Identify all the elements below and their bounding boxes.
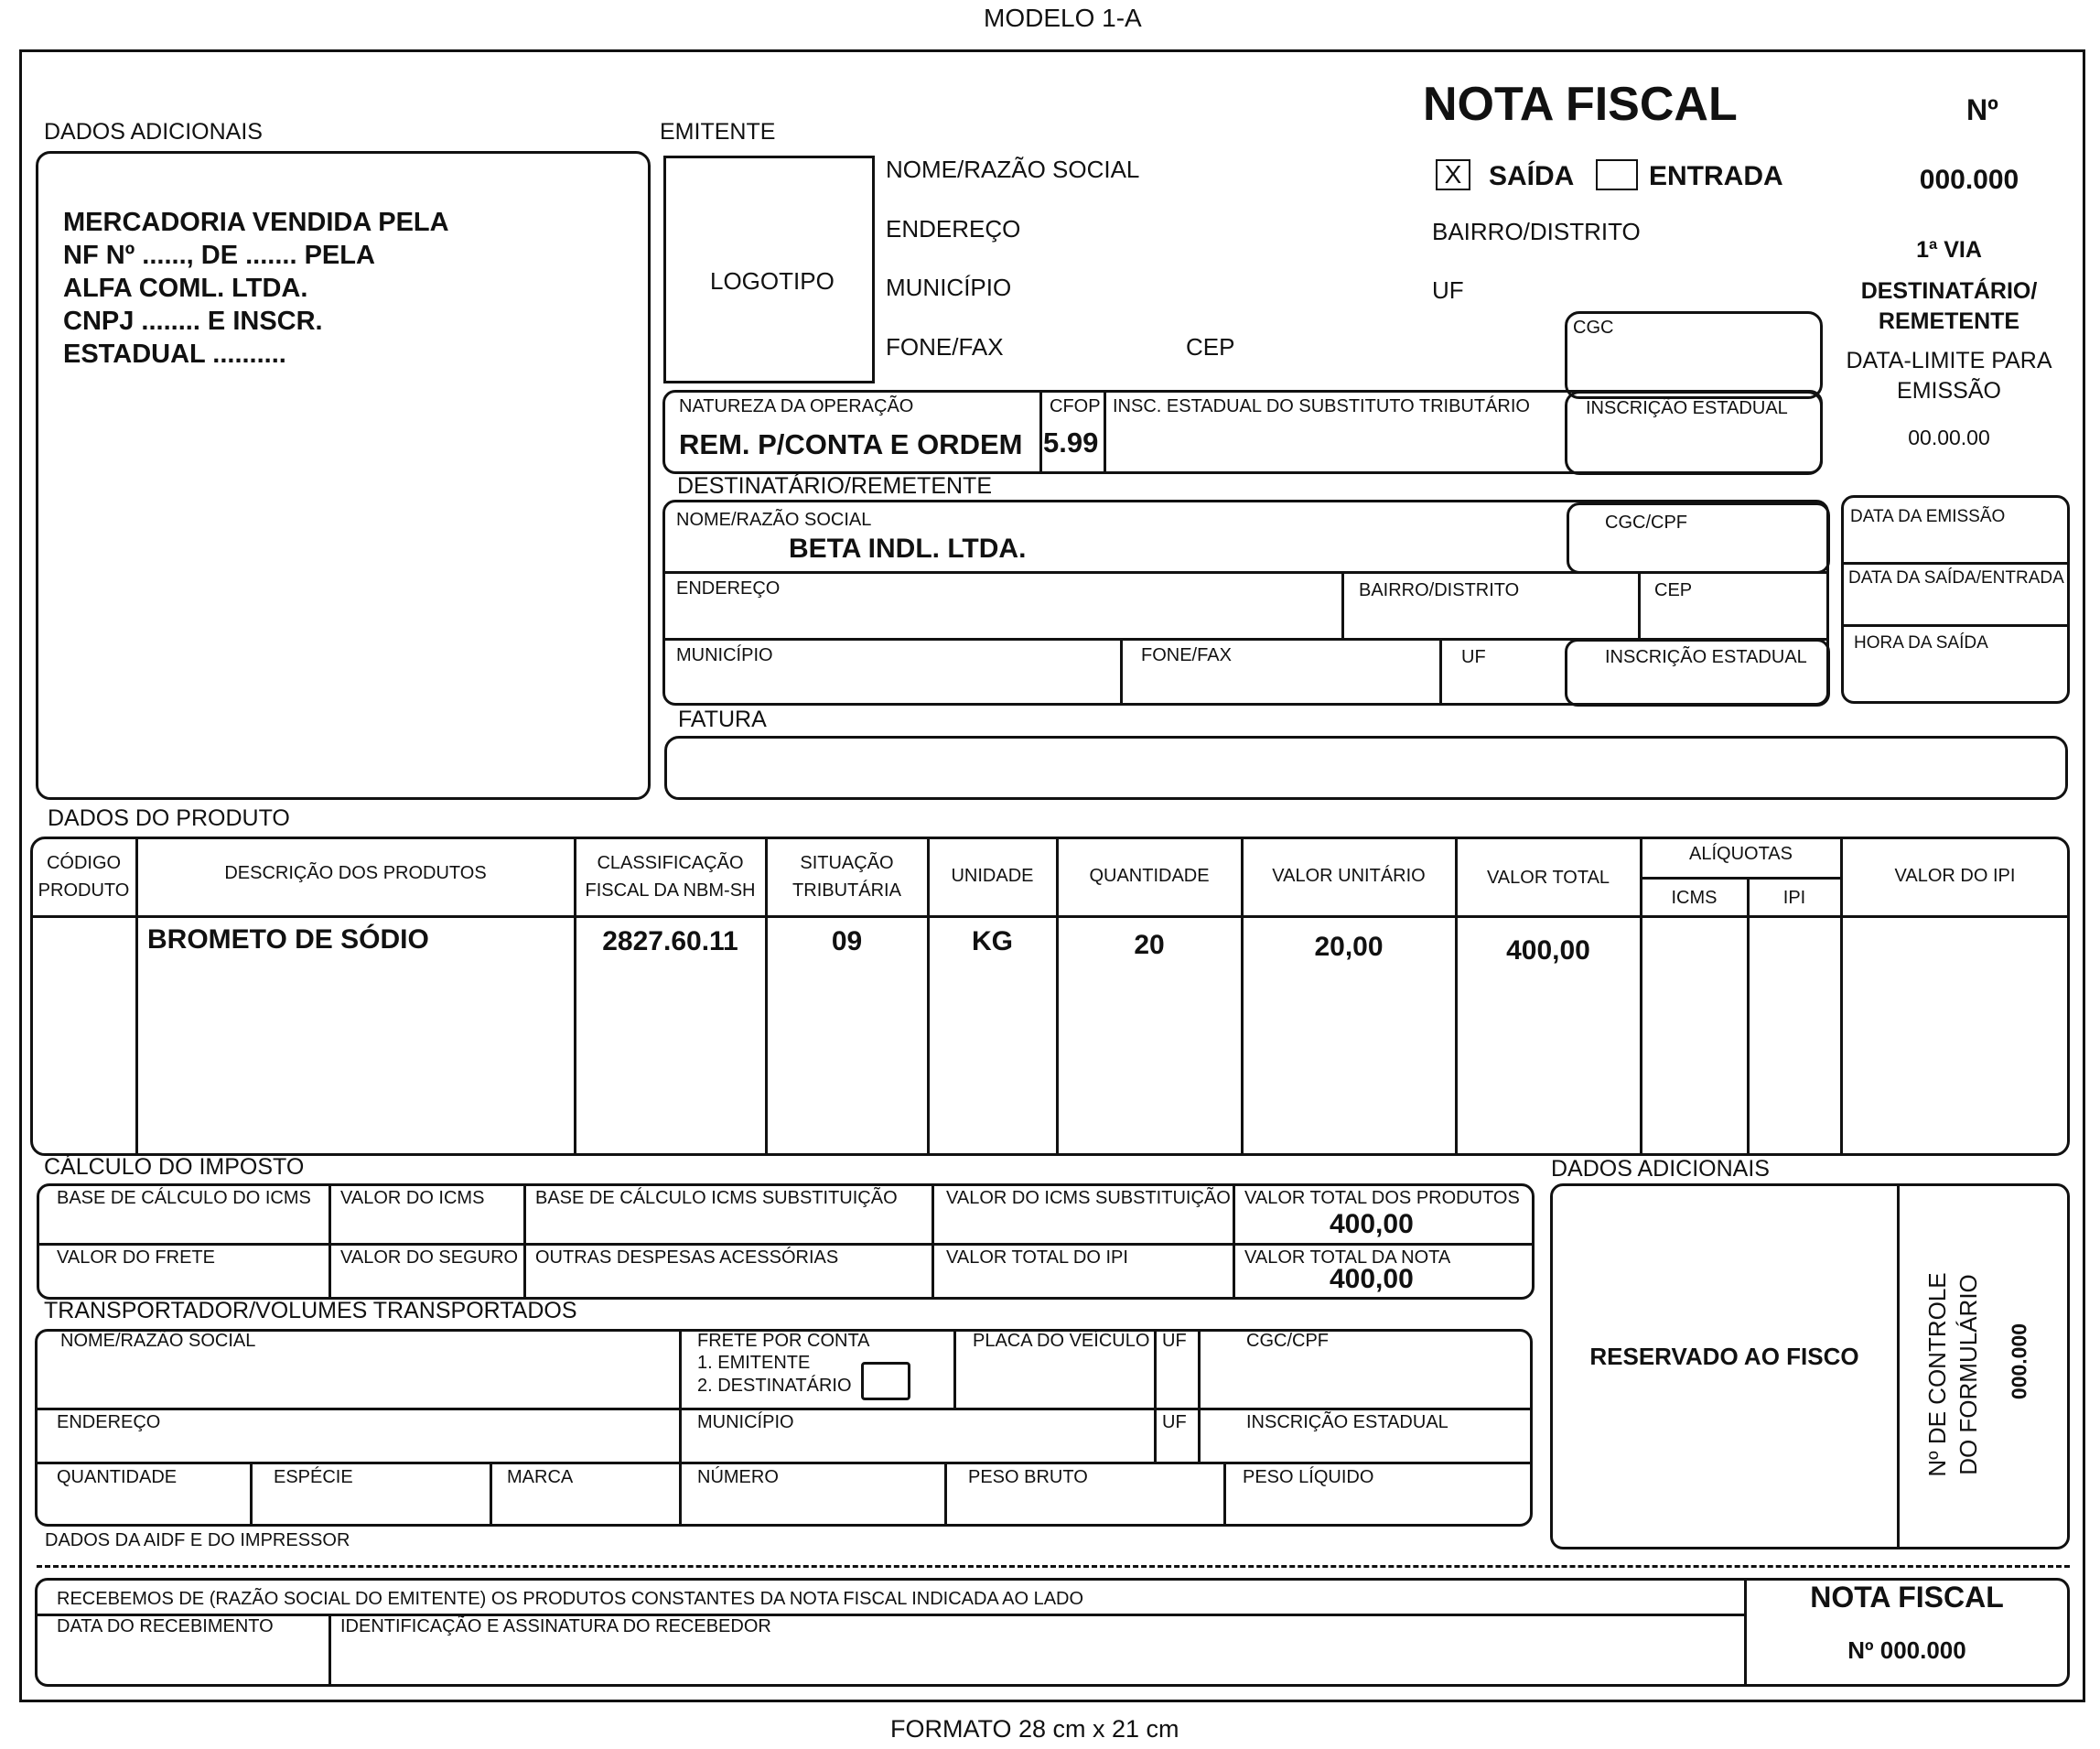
products-total-value: 400,00: [1330, 1209, 1414, 1239]
column-divider: [1640, 838, 1642, 1154]
divider: [250, 1463, 253, 1525]
recipient-cgc-label: CGC/CPF: [1605, 513, 1687, 533]
divider: [38, 1243, 1533, 1246]
icms-sub-value-label: VALOR DO ICMS SUBSTITUIÇÃO: [946, 1188, 1231, 1208]
issuer-label: EMITENTE: [660, 119, 776, 145]
model-caption: MODELO 1-A: [984, 4, 1142, 32]
issuer-city-label: MUNICÍPIO: [886, 274, 1012, 301]
operation-nature-value: REM. P/CONTA E ORDEM: [679, 428, 1023, 460]
recipient-zip-label: CEP: [1654, 580, 1693, 600]
divider: [1897, 1185, 1900, 1548]
product-unit-value: 20,00: [1314, 932, 1384, 962]
freight-option-issuer: 1. EMITENTE: [697, 1353, 811, 1373]
divider: [1233, 1185, 1235, 1298]
divider: [932, 1185, 934, 1298]
divider: [523, 1185, 526, 1298]
copy-destination: DESTINATÁRIO/ REMETENTE: [1860, 278, 2038, 334]
product-tax-situation: 09: [831, 926, 863, 956]
divider: [490, 1463, 492, 1525]
divider: [1642, 877, 1840, 880]
divider: [679, 1331, 682, 1525]
icms-base-label: BASE DE CÁLCULO DO ICMS: [57, 1188, 311, 1208]
divider: [328, 1615, 331, 1685]
volume-number-label: NÚMERO: [697, 1467, 779, 1487]
control-number-label: Nº DE CONTROLE DO FORMULÁRIO: [1923, 1272, 1982, 1477]
issuer-phone-label: FONE/FAX: [886, 333, 1004, 361]
invoice-total-value: 400,00: [1330, 1264, 1414, 1294]
header-code: CÓDIGO PRODUTO: [38, 853, 130, 901]
number-label: Nº: [1966, 93, 1998, 126]
header-rates: ALÍQUOTAS: [1689, 844, 1793, 864]
carrier-address-label: ENDEREÇO: [57, 1412, 161, 1432]
logo-placeholder: LOGOTIPO: [710, 267, 835, 295]
cgc-label: CGC: [1573, 318, 1614, 338]
invoice-box: [664, 736, 2068, 800]
additional-data-line-5: ESTADUAL ..........: [63, 340, 286, 369]
recipient-address-label: ENDEREÇO: [676, 578, 781, 599]
tear-line: [37, 1565, 2070, 1568]
document-title: NOTA FISCAL: [1423, 78, 1738, 131]
additional-data-line-1: MERCADORIA VENDIDA PELA: [63, 208, 449, 237]
recipient-city-label: MUNICÍPIO: [676, 645, 773, 665]
additional-data-line-4: CNPJ ........ E INSCR.: [63, 307, 323, 336]
state-registration-label: INSCRIÇÃO ESTADUAL: [1586, 398, 1788, 418]
additional-data-line-2: NF Nº ......, DE ....... PELA: [63, 241, 375, 270]
invoice-number: 000.000: [1919, 165, 2019, 195]
divider: [944, 1463, 947, 1525]
divider: [1104, 392, 1106, 472]
additional-data-line-3: ALFA COML. LTDA.: [63, 274, 308, 303]
header-tax-situation: SITUAÇÃO TRIBUTÁRIA: [792, 853, 901, 901]
additional-data-label: DADOS ADICIONAIS: [44, 119, 263, 145]
divider: [1198, 1331, 1201, 1462]
divider: [953, 1331, 956, 1408]
invoice-total-label: VALOR TOTAL DA NOTA: [1244, 1247, 1451, 1268]
header-ipi: IPI: [1782, 888, 1806, 908]
header-unit: UNIDADE: [951, 866, 1034, 886]
exit-label: SAÍDA: [1489, 161, 1575, 191]
divider: [37, 1408, 1531, 1410]
recipient-district-label: BAIRRO/DISTRITO: [1359, 580, 1520, 600]
issuer-state-label: UF: [1432, 276, 1464, 304]
icms-value-label: VALOR DO ICMS: [340, 1188, 485, 1208]
exit-date-label: DATA DA SAÍDA/ENTRADA: [1848, 568, 2064, 588]
header-total-value: VALOR TOTAL: [1486, 868, 1610, 888]
entry-label: ENTRADA: [1649, 161, 1783, 191]
additional-data-bottom-label: DADOS ADICIONAIS: [1551, 1156, 1770, 1182]
header-description: DESCRIÇÃO DOS PRODUTOS: [224, 863, 487, 883]
receipt-title: NOTA FISCAL: [1810, 1581, 2004, 1614]
issue-limit-label: DATA-LIMITE PARA EMISSÃO: [1846, 348, 2052, 404]
carrier-city-label: MUNICÍPIO: [697, 1412, 794, 1432]
recipient-state-label: UF: [1461, 647, 1486, 667]
carrier-label: TRANSPORTADOR/VOLUMES TRANSPORTADOS: [44, 1298, 577, 1323]
recipient-phone-label: FONE/FAX: [1141, 645, 1232, 665]
issue-date-label: DATA DA EMISSÃO: [1850, 507, 2006, 526]
header-quantity: QUANTIDADE: [1089, 866, 1210, 886]
product-total-value: 400,00: [1506, 935, 1590, 966]
exit-time-label: HORA DA SAÍDA: [1854, 633, 1988, 653]
format-caption: FORMATO 28 cm x 21 cm: [890, 1715, 1179, 1743]
receipt-signature-label: IDENTIFICAÇÃO E ASSINATURA DO RECEBEDOR: [340, 1616, 771, 1636]
receipt-number: Nº 000.000: [1847, 1636, 1966, 1664]
cfop-label: CFOP: [1050, 396, 1101, 416]
product-unit: KG: [972, 926, 1013, 956]
plate-label: PLACA DO VEÍCULO: [973, 1331, 1150, 1351]
cfop-value: 5.99: [1043, 426, 1099, 459]
carrier-cgc-label: CGC/CPF: [1246, 1331, 1329, 1351]
divider: [1843, 624, 2068, 627]
net-weight-label: PESO LÍQUIDO: [1243, 1467, 1374, 1487]
product-description: BROMETO DE SÓDIO: [147, 924, 429, 955]
receipt-statement: RECEBEMOS DE (RAZÃO SOCIAL DO EMITENTE) OS PRODUTOS CONSTANTES DA NOTA FISCAL INDICADA AO LADO: [57, 1589, 1084, 1609]
issue-limit-value: 00.00.00: [1908, 426, 1990, 449]
divider: [328, 1185, 331, 1298]
exit-checkbox[interactable]: X: [1436, 159, 1470, 190]
insurance-label: VALOR DO SEGURO: [340, 1247, 519, 1268]
product-data-label: DADOS DO PRODUTO: [48, 805, 290, 831]
substitute-registration-label: INSC. ESTADUAL DO SUBSTITUTO TRIBUTÁRIO: [1113, 396, 1530, 416]
divider: [1223, 1463, 1226, 1525]
header-unit-value: VALOR UNITÁRIO: [1272, 866, 1426, 886]
aidf-label: DADOS DA AIDF E DO IMPRESSOR: [45, 1530, 350, 1550]
issuer-district-label: BAIRRO/DISTRITO: [1432, 218, 1641, 245]
recipient-label: DESTINATÁRIO/REMETENTE: [677, 473, 993, 499]
entry-checkbox[interactable]: [1596, 159, 1638, 190]
icms-sub-base-label: BASE DE CÁLCULO ICMS SUBSTITUIÇÃO: [535, 1188, 898, 1208]
issuer-address-label: ENDEREÇO: [886, 215, 1021, 243]
product-quantity: 20: [1134, 930, 1165, 960]
ipi-total-label: VALOR TOTAL DO IPI: [946, 1247, 1128, 1268]
recipient-name-label: NOME/RAZÃO SOCIAL: [676, 510, 872, 530]
volume-type-label: ESPÉCIE: [274, 1467, 353, 1487]
divider: [1843, 562, 2068, 565]
product-classification: 2827.60.11: [602, 926, 738, 956]
freight-option-checkbox[interactable]: [861, 1362, 910, 1400]
recipient-name-value: BETA INDL. LTDA.: [789, 534, 1027, 564]
gross-weight-label: PESO BRUTO: [968, 1467, 1088, 1487]
carrier-state-label: UF: [1162, 1331, 1187, 1351]
divider: [1154, 1331, 1157, 1462]
header-classification: CLASSIFICAÇÃO FISCAL DA NBM-SH: [585, 853, 756, 901]
divider: [37, 1462, 1531, 1464]
column-divider: [1747, 877, 1750, 1154]
freight-option-recipient: 2. DESTINATÁRIO: [697, 1376, 852, 1396]
reserved-for-tax-authority: RESERVADO AO FISCO: [1589, 1343, 1859, 1370]
volume-quantity-label: QUANTIDADE: [57, 1467, 178, 1487]
freight-by-label: FRETE POR CONTA: [697, 1331, 870, 1351]
carrier-registration-label: INSCRIÇÃO ESTADUAL: [1246, 1412, 1448, 1432]
header-icms: ICMS: [1671, 888, 1718, 908]
products-total-label: VALOR TOTAL DOS PRODUTOS: [1244, 1188, 1520, 1208]
issuer-name-label: NOME/RAZÃO SOCIAL: [886, 156, 1140, 183]
freight-label: VALOR DO FRETE: [57, 1247, 215, 1268]
divider: [1439, 640, 1442, 704]
control-number-value: 000.000: [2007, 1323, 2031, 1400]
volume-brand-label: MARCA: [507, 1467, 574, 1487]
recipient-registration-label: INSCRIÇÃO ESTADUAL: [1605, 647, 1807, 667]
receipt-date-label: DATA DO RECEBIMENTO: [57, 1616, 274, 1636]
header-ipi-value: VALOR DO IPI: [1894, 866, 2016, 886]
divider: [1120, 640, 1123, 704]
operation-nature-label: NATUREZA DA OPERAÇÃO: [679, 396, 914, 416]
divider: [37, 1614, 1744, 1616]
divider: [1341, 573, 1344, 639]
divider: [1638, 573, 1641, 639]
invoice-label: FATURA: [678, 707, 767, 732]
other-expenses-label: OUTRAS DESPESAS ACESSÓRIAS: [535, 1247, 839, 1268]
table-header-divider: [32, 915, 2068, 918]
carrier-name-label: NOME/RAZÃO SOCIAL: [60, 1331, 256, 1351]
column-divider: [135, 838, 138, 1154]
issuer-zip-label: CEP: [1186, 333, 1235, 361]
carrier-state-label-2: UF: [1162, 1412, 1187, 1432]
tax-calculation-label: CÁLCULO DO IMPOSTO: [44, 1154, 305, 1180]
copy-label: 1ª VIA: [1916, 237, 1982, 263]
divider: [1039, 392, 1042, 472]
